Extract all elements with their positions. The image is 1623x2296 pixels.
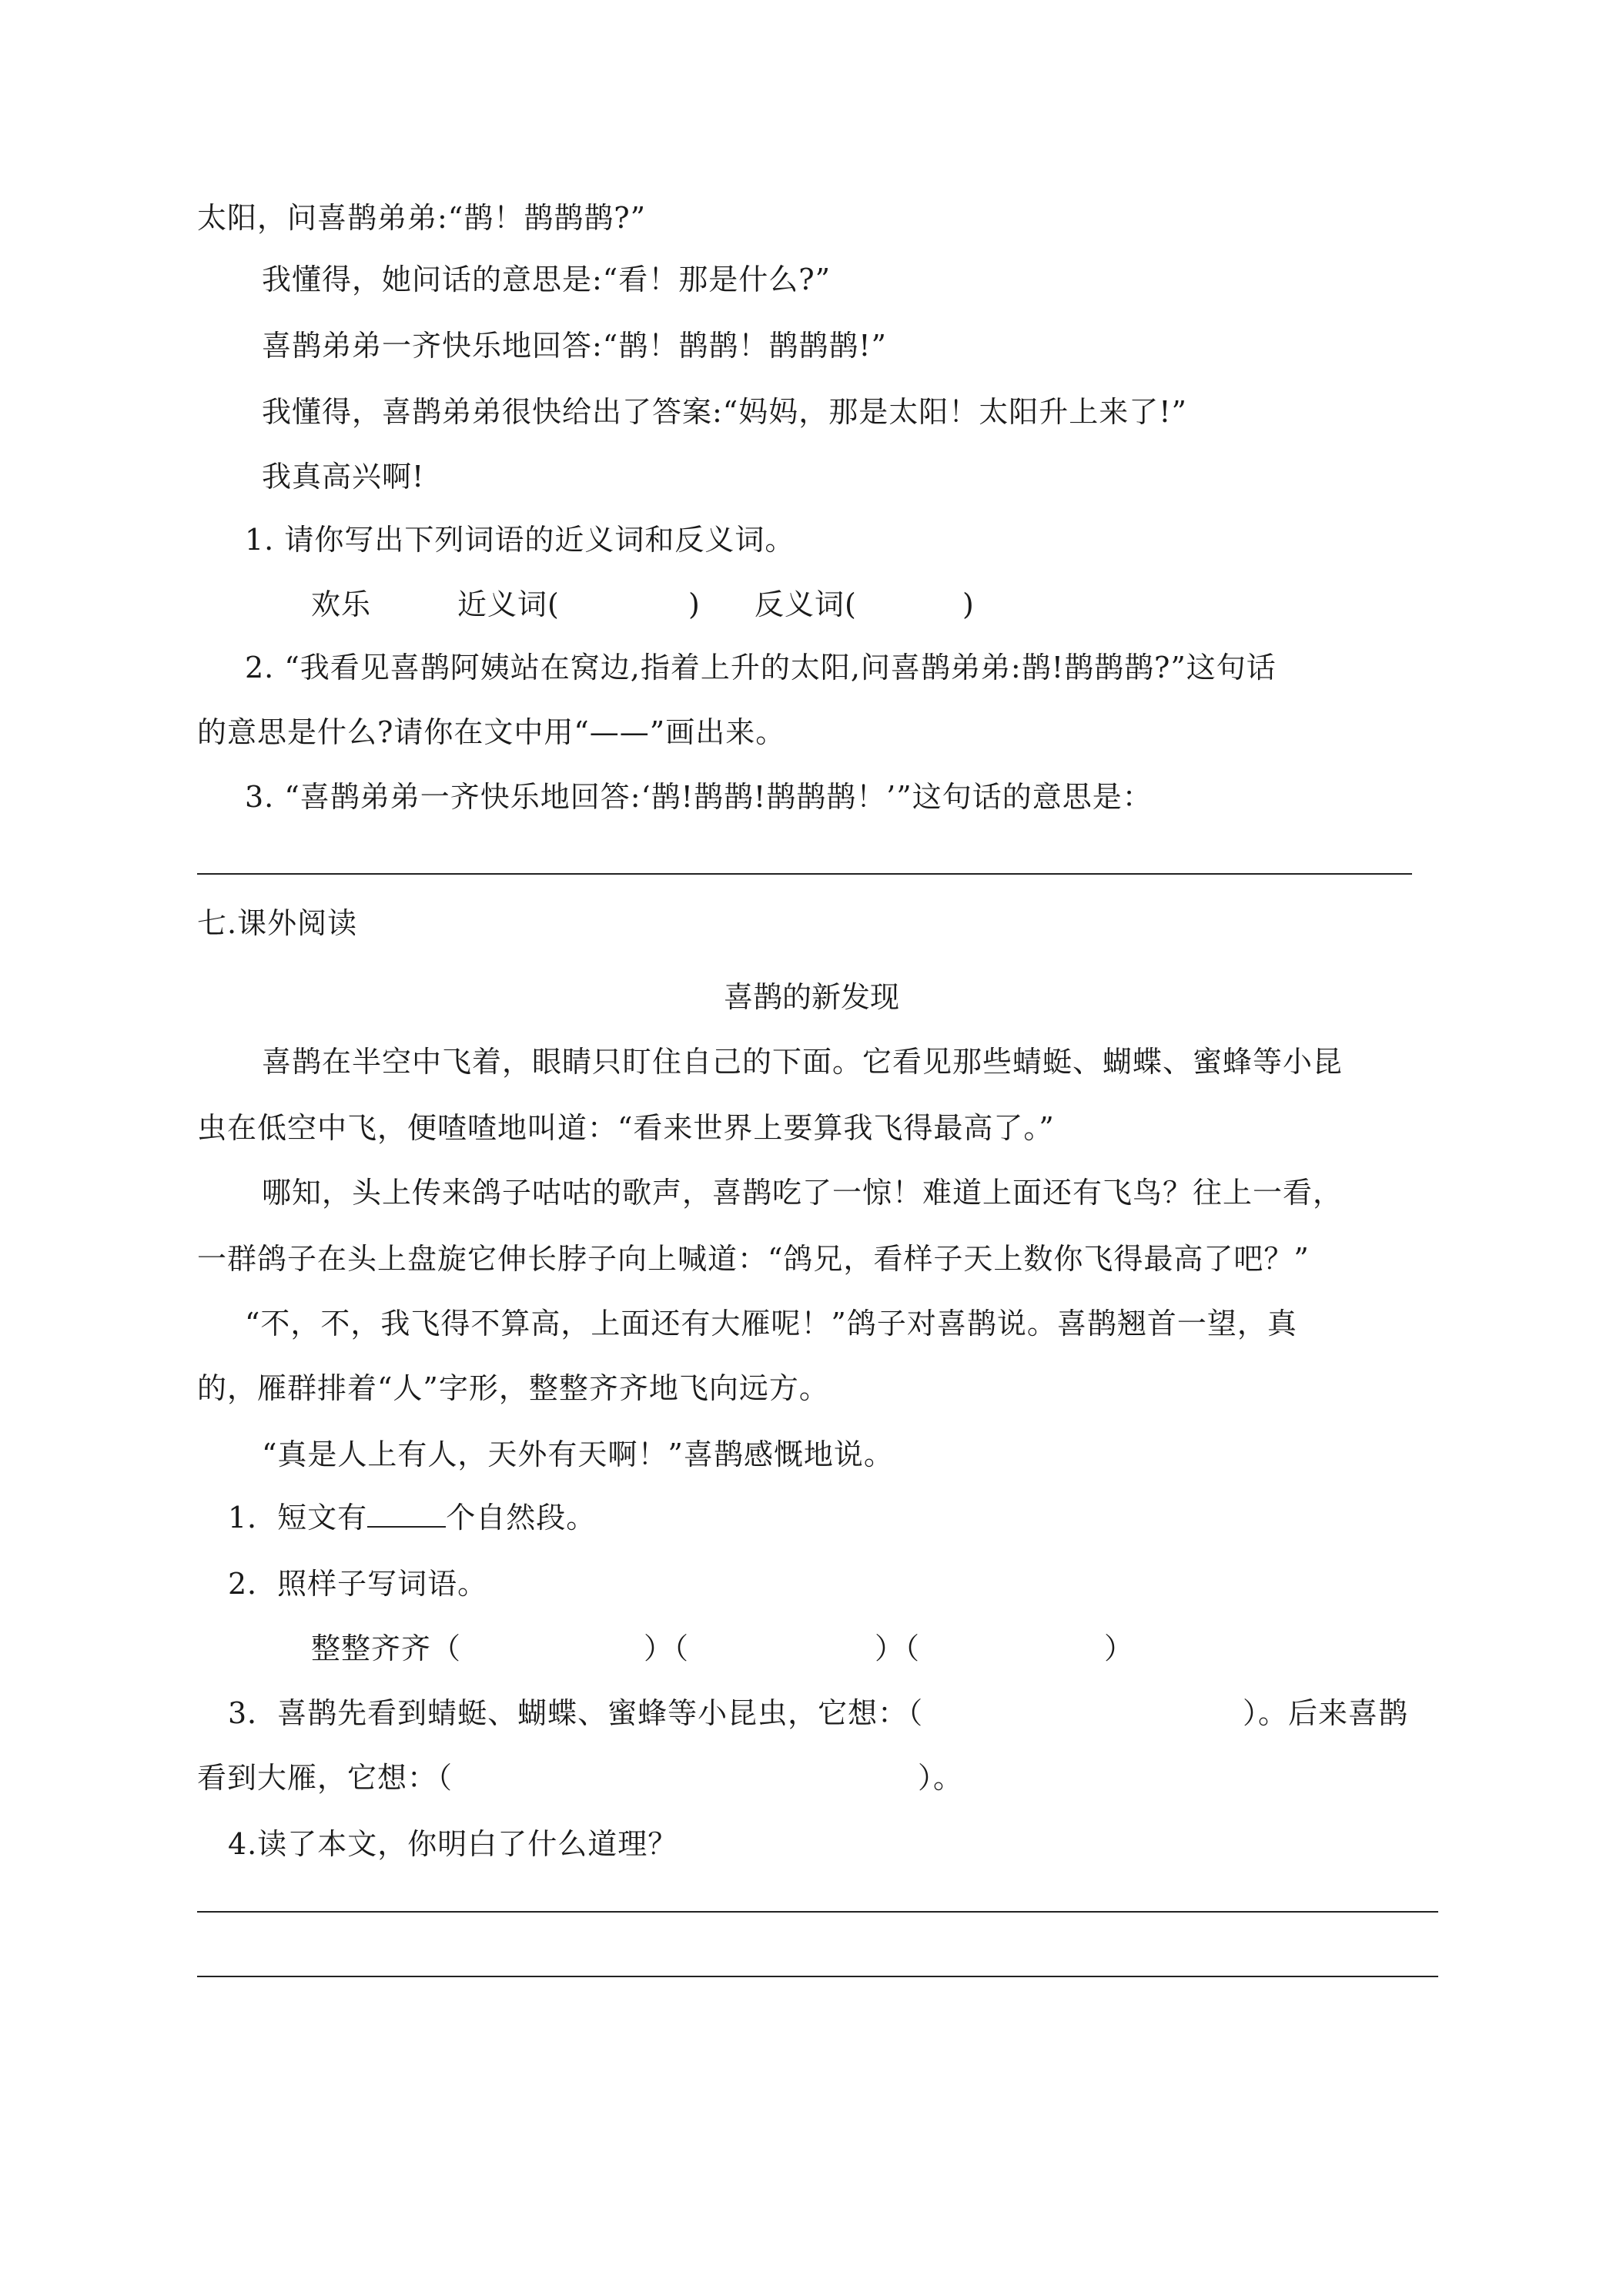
reading-p2-line-2: 一群鸽子在头上盘旋它伸长脖子向上喊道：“鸽兄，看样子天上数你飞得最高了吧？” bbox=[197, 1242, 1310, 1276]
reading-q3-line-1-start: 3．喜鹊先看到蜻蜓、蝴蝶、蜜蜂等小昆虫，它想：（ bbox=[228, 1696, 924, 1730]
reading-q3-line-1-end: ）。后来喜鹊 bbox=[1243, 1696, 1409, 1730]
reading-p1-line-2: 虫在低空中飞，便喳喳地叫道：“看来世界上要算我飞得最高了。” bbox=[197, 1111, 1055, 1145]
section-7-heading: 七.课外阅读 bbox=[197, 906, 358, 940]
q6-q1-synonym-close: ) bbox=[688, 587, 701, 621]
reading-p1-line-1: 喜鹊在半空中飞着，眼睛只盯住自己的下面。它看见那些蜻蜓、蝴蝶、蜜蜂等小昆 bbox=[262, 1045, 1344, 1079]
reading-q2-example: 整整齐齐（ bbox=[311, 1632, 462, 1665]
answer-line-q7-4-1[interactable] bbox=[197, 1911, 1438, 1913]
q6-q1-word: 欢乐 bbox=[311, 587, 372, 621]
passage-line-4: 我懂得，喜鹊弟弟很快给出了答案:“妈妈，那是太阳！太阳升上来了!” bbox=[262, 395, 1187, 429]
passage-line-1: 太阳，问喜鹊弟弟:“鹊！鹊鹊鹊?” bbox=[197, 201, 647, 235]
q6-question-2-line-2: 的意思是什么?请你在文中用“——”画出来。 bbox=[197, 715, 786, 749]
passage-line-2: 我懂得，她问话的意思是:“看！那是什么?” bbox=[262, 263, 832, 296]
q6-q1-antonym-close: ) bbox=[962, 587, 975, 621]
passage-line-5: 我真高兴啊! bbox=[262, 460, 425, 494]
q6-question-2-line-1: 2. “我看见喜鹊阿姨站在窝边,指着上升的太阳,问喜鹊弟弟:鹊!鹊鹊鹊?”这句话 bbox=[245, 651, 1277, 684]
reading-question-1 bbox=[228, 1498, 596, 1537]
reading-q1-blank[interactable] bbox=[367, 1500, 446, 1528]
reading-q2-paren-3: ） bbox=[1104, 1632, 1135, 1665]
q6-question-1: 1. 请你写出下列词语的近义词和反义词。 bbox=[245, 523, 795, 557]
q6-q1-synonym-label: 近义词( bbox=[457, 587, 560, 621]
q6-question-3: 3. “喜鹊弟弟一齐快乐地回答:‘鹊!鹊鹊!鹊鹊鹊！’”这句话的意思是： bbox=[245, 780, 1153, 814]
reading-question-4: 4.读了本文，你明白了什么道理？ bbox=[228, 1827, 678, 1861]
reading-p2-line-1: 哪知，头上传来鸽子咕咕的歌声，喜鹊吃了一惊！难道上面还有飞鸟？往上一看， bbox=[262, 1176, 1344, 1210]
answer-line-q6-3[interactable] bbox=[197, 873, 1412, 875]
reading-title: 喜鹊的新发现 bbox=[723, 980, 899, 1014]
reading-q3-line-2-end: ）。 bbox=[918, 1761, 964, 1795]
passage-line-3: 喜鹊弟弟一齐快乐地回答:“鹊！鹊鹊！鹊鹊鹊!” bbox=[262, 329, 887, 363]
reading-q2-paren-2: ）（ bbox=[875, 1632, 921, 1665]
reading-p3-line-1: “不，不，我飞得不算高，上面还有大雁呢！”鸽子对喜鹊说。喜鹊翘首一望，真 bbox=[245, 1307, 1297, 1340]
q6-q1-antonym-label: 反义词( bbox=[755, 587, 857, 621]
reading-q2-paren-1: ）（ bbox=[644, 1632, 690, 1665]
answer-line-q7-4-2[interactable] bbox=[197, 1976, 1438, 1977]
reading-p4: “真是人上有人，天外有天啊！”喜鹊感慨地说。 bbox=[262, 1438, 894, 1471]
reading-q1-prefix: 1．短文有 bbox=[228, 1501, 368, 1535]
reading-question-2: 2．照样子写词语。 bbox=[228, 1567, 488, 1601]
reading-q3-line-2-start: 看到大雁，它想：（ bbox=[197, 1761, 453, 1795]
reading-q1-suffix: 个自然段。 bbox=[446, 1501, 597, 1535]
reading-p3-line-2: 的，雁群排着“人”字形，整整齐齐地飞向远方。 bbox=[197, 1371, 829, 1405]
